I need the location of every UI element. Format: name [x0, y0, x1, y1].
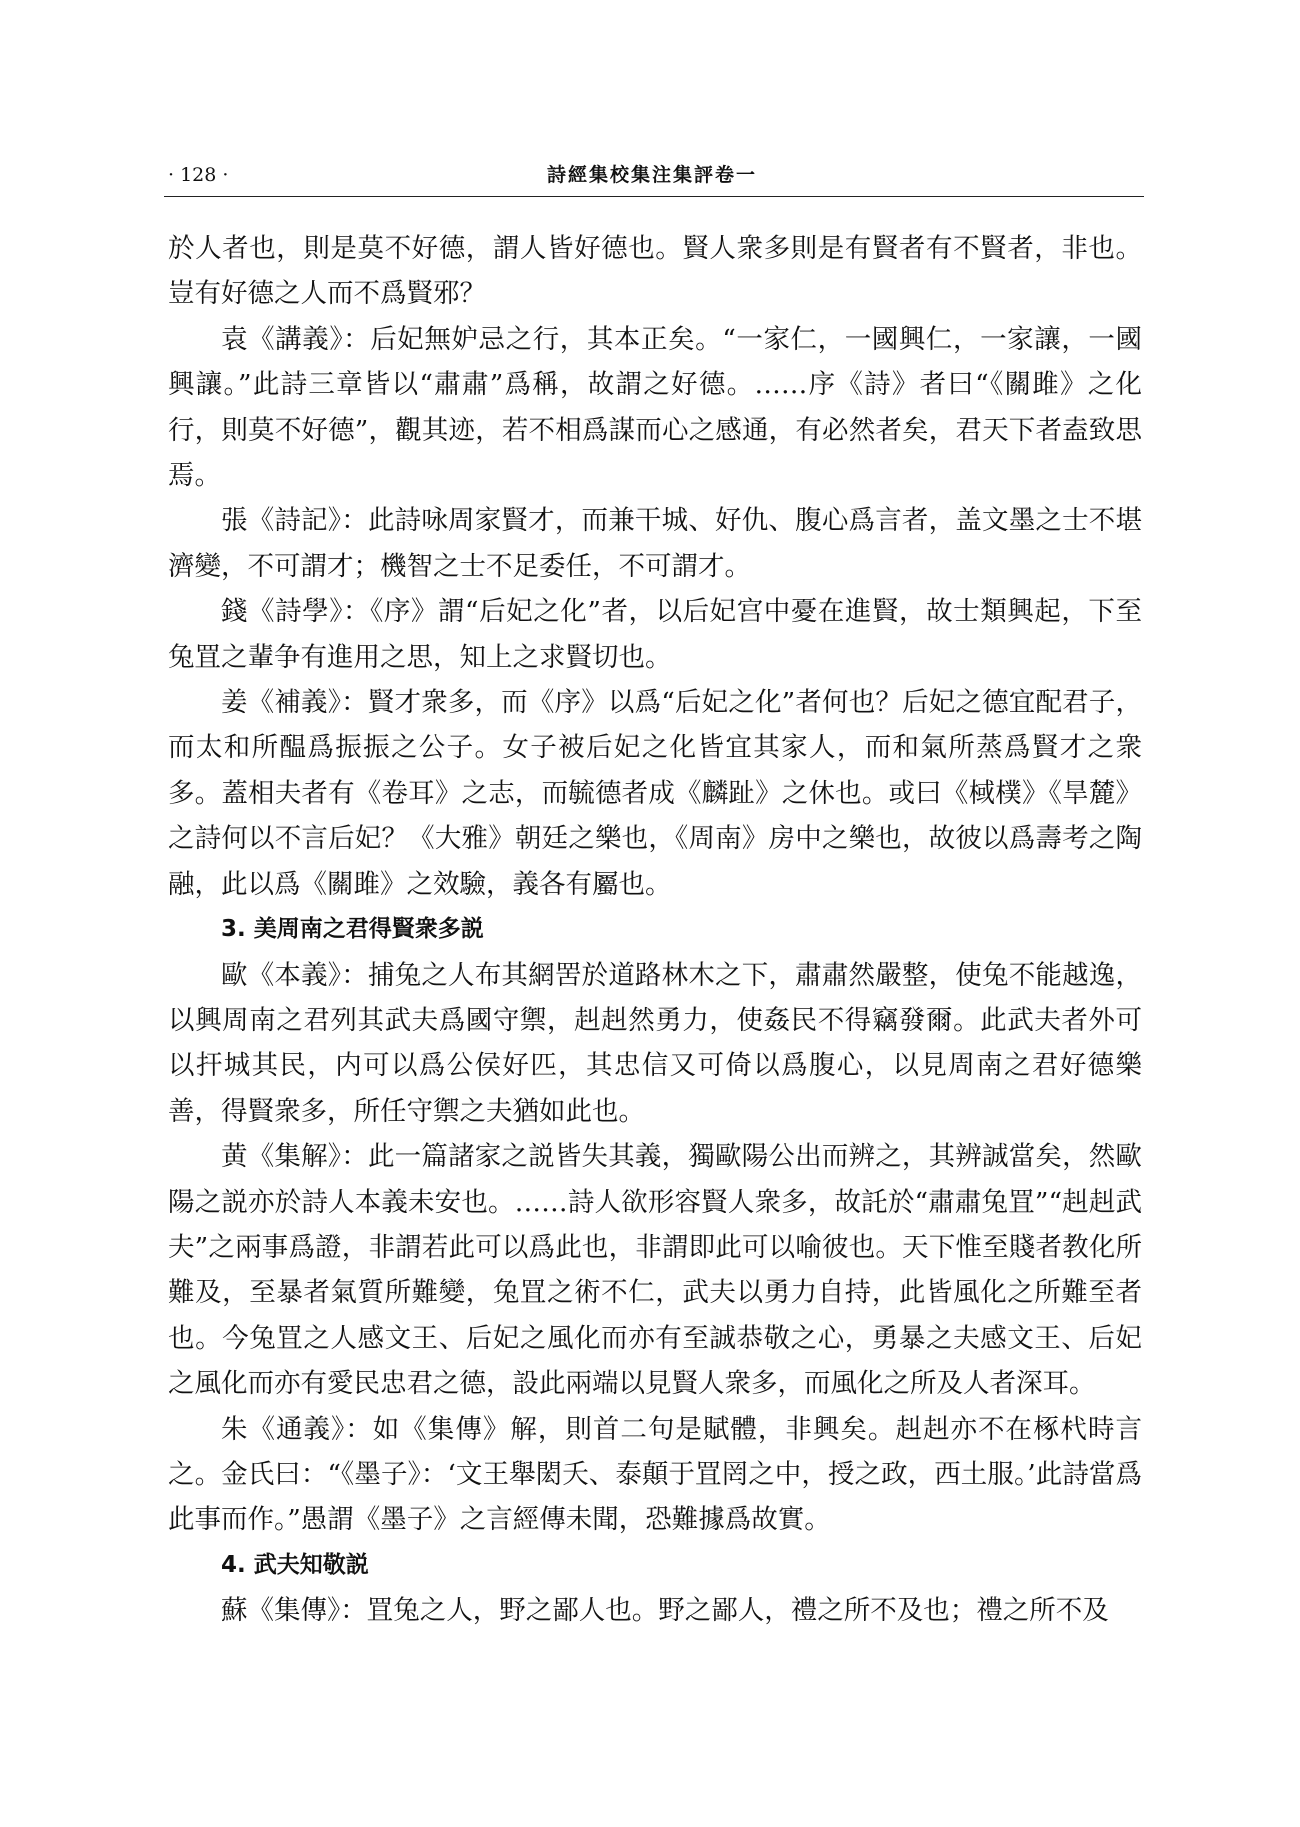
paragraph: 於人者也，則是莫不好德，謂人皆好德也。賢人衆多則是有賢者有不賢者，非也。豈有好德之人而不爲賢邪？ [168, 233, 1142, 310]
page-header [168, 160, 1136, 190]
paragraph: 袁《講義》：后妃無妒忌之行，其本正矣。“一家仁，一國興仁，一家讓，一國興讓。”此詩三章皆以“肅肅”爲稱，故謂之好德。……序《詩》者曰“《關雎》之化行，則莫不好德”，觀其迹，若不相爲謀而心之感通，有必然者矣，君天下者盍致思焉。 [168, 323, 1142, 492]
running-title: 詩經集校集注集評卷一 [546, 164, 757, 186]
paragraph: 錢《詩學》：《序》謂“后妃之化”者，以后妃宫中憂在進賢，故士類興起，下至兔罝之輩争有進用之思，知上之求賢切也。 [168, 596, 1142, 673]
paragraph: 姜《補義》：賢才衆多，而《序》以爲“后妃之化”者何也？后妃之德宜配君子，而太和所醖爲振振之公子。女子被后妃之化皆宜其家人，而和氣所蒸爲賢才之衆多。蓋相夫者有《卷耳》之志，而毓德者成《麟趾》之休也。或曰《棫樸》《旱麓》之詩何以不言后妃？《大雅》朝廷之樂也，《周南》房中之樂也，故彼以爲壽考之陶融，此以爲《關雎》之效驗，義各有屬也。 [168, 687, 1142, 900]
paragraph: 蘇《集傳》：罝兔之人，野之鄙人也。野之鄙人，禮之所不及也；禮之所不及 [221, 1595, 1109, 1627]
paragraph: 朱《通義》：如《集傳》解，則首二句是賦體，非興矣。赳赳亦不在椓杙時言之。金氏曰：“《墨子》：‘文王舉閎夭、泰顛于罝罔之中，授之政，西土服。’此詩當爲此事而作。”愚謂《墨子》之言經傳未聞，恐難據爲故實。 [168, 1413, 1142, 1536]
paragraph: 黄《集解》：此一篇諸家之説皆失其義，獨歐陽公出而辨之，其辨誠當矣，然歐陽之説亦於詩人本義未安也。……詩人欲形容賢人衆多，故託於“肅肅兔罝”“赳赳武夫”之兩事爲證，非謂若此可以爲此也，非謂即此可以喻彼也。天下惟至賤者教化所難及，至暴者氣質所難變，兔罝之術不仁，武夫以勇力自持，此皆風化之所難至者也。今兔罝之人感文王、后妃之風化而亦有至誠恭敬之心，勇暴之夫感文王、后妃之風化而亦有愛民忠君之德，設此兩端以見賢人衆多，而風化之所及人者深耳。 [168, 1141, 1142, 1400]
page-number: · 128 · [168, 164, 229, 186]
section-heading: 4. 武夫知敬説 [221, 1551, 369, 1578]
body-text [168, 226, 1142, 1634]
paragraph: 歐《本義》：捕兔之人布其網罟於道路林木之下，肅肅然嚴整，使兔不能越逸，以興周南之君列其武夫爲國守禦，赳赳然勇力，使姦民不得竊發爾。此武夫者外可以扞城其民，内可以爲公侯好匹，其忠信又可倚以爲腹心，以見周南之君好德樂善，得賢衆多，所任守禦之夫猶如此也。 [168, 959, 1142, 1127]
header-rule [164, 196, 1144, 197]
paragraph: 張《詩記》：此詩咏周家賢才，而兼干城、好仇、腹心爲言者，盖文墨之士不堪濟變，不可謂才；機智之士不足委任，不可謂才。 [168, 505, 1142, 582]
section-heading: 3. 美周南之君得賢衆多説 [221, 916, 484, 943]
